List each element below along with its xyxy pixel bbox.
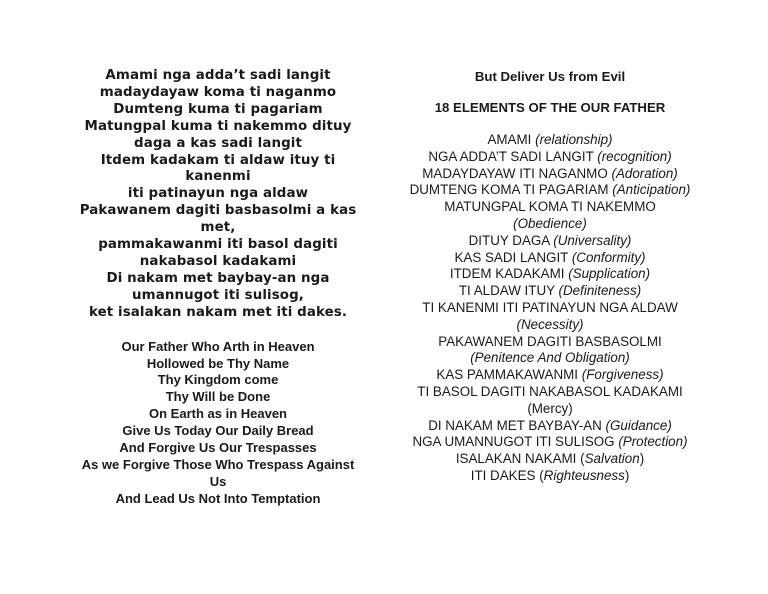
prayer-line: Thy Will be Done <box>165 389 271 405</box>
prayer-line: Hollowed be Thy Name <box>146 355 290 371</box>
element-note: (Adoration) <box>611 165 678 181</box>
element-text: TI ALDAW ITUY <box>458 283 555 299</box>
prayer-line: Thy Kingdom come <box>157 372 279 388</box>
left-column <box>64 68 372 508</box>
element-text: ITDEM KADAKAMI <box>449 266 565 282</box>
element-line <box>400 451 700 468</box>
element-line <box>400 401 700 418</box>
element-text: KAS SADI LANGIT <box>454 249 569 265</box>
element-line <box>400 250 700 267</box>
prayer-line: Our Father Who Arth in Heaven <box>121 338 315 354</box>
element-text: TI BASOL DAGITI NAKABASOL KADAKAMI <box>417 383 683 399</box>
element-text: DI NAKAM MET BAYBAY-AN <box>428 417 602 433</box>
prayer-line: Di nakam met baybay-an nga <box>106 270 330 286</box>
element-note: (Supplication) <box>568 266 651 282</box>
prayer-line: madaydayaw koma ti naganmo <box>99 84 337 100</box>
element-note: (Penitence And Obligation) <box>470 350 630 366</box>
element-text: NGA ADDA’T SADI LANGIT <box>428 148 594 164</box>
element-line <box>400 317 700 334</box>
element-note: (relationship) <box>535 132 613 147</box>
element-text: MATUNGPAL KOMA TI NAKEMMO <box>444 199 656 215</box>
element-note: (Salvation) <box>580 451 645 467</box>
prayer-line: Pakawanem dagiti basbasolmi a kas <box>79 203 357 219</box>
element-text: NGA UMANNUGOT ITI SULISOG <box>412 434 615 450</box>
element-note: (recognition) <box>597 148 672 164</box>
element-text: DUMTENG KOMA TI PAGARIAM <box>409 182 609 198</box>
element-line <box>400 266 700 283</box>
element-text: MADAYDAYAW ITI NAGANMO <box>422 165 608 181</box>
element-text: TI KANENMI ITI PATINAYUN NGA ALDAW <box>422 299 678 315</box>
element-note: (Protection) <box>618 434 688 450</box>
element-line <box>400 283 700 300</box>
prayer-line: And Lead Us Not Into Temptation <box>115 490 321 506</box>
element-line <box>400 384 700 401</box>
element-text: AMAMI <box>487 132 532 147</box>
element-line <box>400 149 700 166</box>
element-line <box>400 350 700 367</box>
prayer-line: umannugot iti sulisog, <box>132 287 304 303</box>
prayer-line: Us <box>209 473 227 489</box>
elements-title: 18 ELEMENTS OF THE OUR FATHER <box>434 100 666 115</box>
element-note: (Guidance) <box>605 417 672 433</box>
element-line <box>400 182 700 199</box>
element-text: KAS PAMMAKAWANMI <box>436 367 578 383</box>
element-line <box>400 434 700 451</box>
prayer-line: pammakawanmi iti basol dagiti <box>98 237 338 253</box>
prayer-line: Give Us Today Our Daily Bread <box>122 423 314 439</box>
element-line <box>400 300 700 317</box>
element-text: (Mercy) <box>527 400 573 416</box>
element-line <box>400 199 700 216</box>
element-note: (Definiteness) <box>558 283 642 299</box>
prayer-line: Matungpal kuma ti nakemmo dituy <box>84 118 352 134</box>
element-note: (Obedience) <box>513 215 587 231</box>
element-note: (Necessity) <box>516 316 584 332</box>
element-note: (Conformity) <box>571 249 646 265</box>
element-text: ITI DAKES <box>470 467 536 483</box>
prayer-line: ket isalakan nakam met iti dakes. <box>88 304 348 320</box>
prayer-line: daga a kas sadi langit <box>134 135 302 151</box>
prayer-line: As we Forgive Those Who Trespass Against <box>81 456 355 472</box>
right-heading: But Deliver Us from Evil <box>474 69 626 84</box>
elements-list <box>400 132 700 485</box>
prayer-line: On Earth as in Heaven <box>149 406 287 422</box>
element-line <box>400 233 700 250</box>
prayer-line: met, <box>200 220 236 236</box>
element-note: (Universality) <box>553 232 632 248</box>
prayer-line: nakabasol kadakami <box>139 253 297 269</box>
element-line <box>400 418 700 435</box>
prayer-line: Itdem kadakam ti aldaw ituy ti <box>100 152 336 168</box>
ilocano-prayer <box>64 68 372 322</box>
element-line <box>400 367 700 384</box>
element-note: (Righteusness) <box>539 467 630 483</box>
prayer-line: iti patinayun nga aldaw <box>127 186 309 202</box>
element-line <box>400 216 700 233</box>
element-line <box>400 468 700 485</box>
element-line <box>400 334 700 351</box>
english-prayer <box>64 339 372 508</box>
prayer-line: And Forgive Us Our Trespasses <box>119 440 317 456</box>
element-note: (Forgiveness) <box>581 367 664 383</box>
element-line <box>400 132 700 149</box>
element-note: (Anticipation) <box>612 182 691 198</box>
prayer-line: kanenmi <box>185 169 251 185</box>
element-text: PAKAWANEM DAGITI BASBASOLMI <box>438 333 662 349</box>
element-text: ISALAKAN NAKAMI <box>455 451 577 467</box>
element-line <box>400 166 700 183</box>
right-column <box>400 68 700 485</box>
prayer-line: Dumteng kuma ti pagariam <box>113 101 323 117</box>
prayer-line: Amami nga adda’t sadi langit <box>105 68 331 83</box>
element-text: DITUY DAGA <box>468 232 550 248</box>
